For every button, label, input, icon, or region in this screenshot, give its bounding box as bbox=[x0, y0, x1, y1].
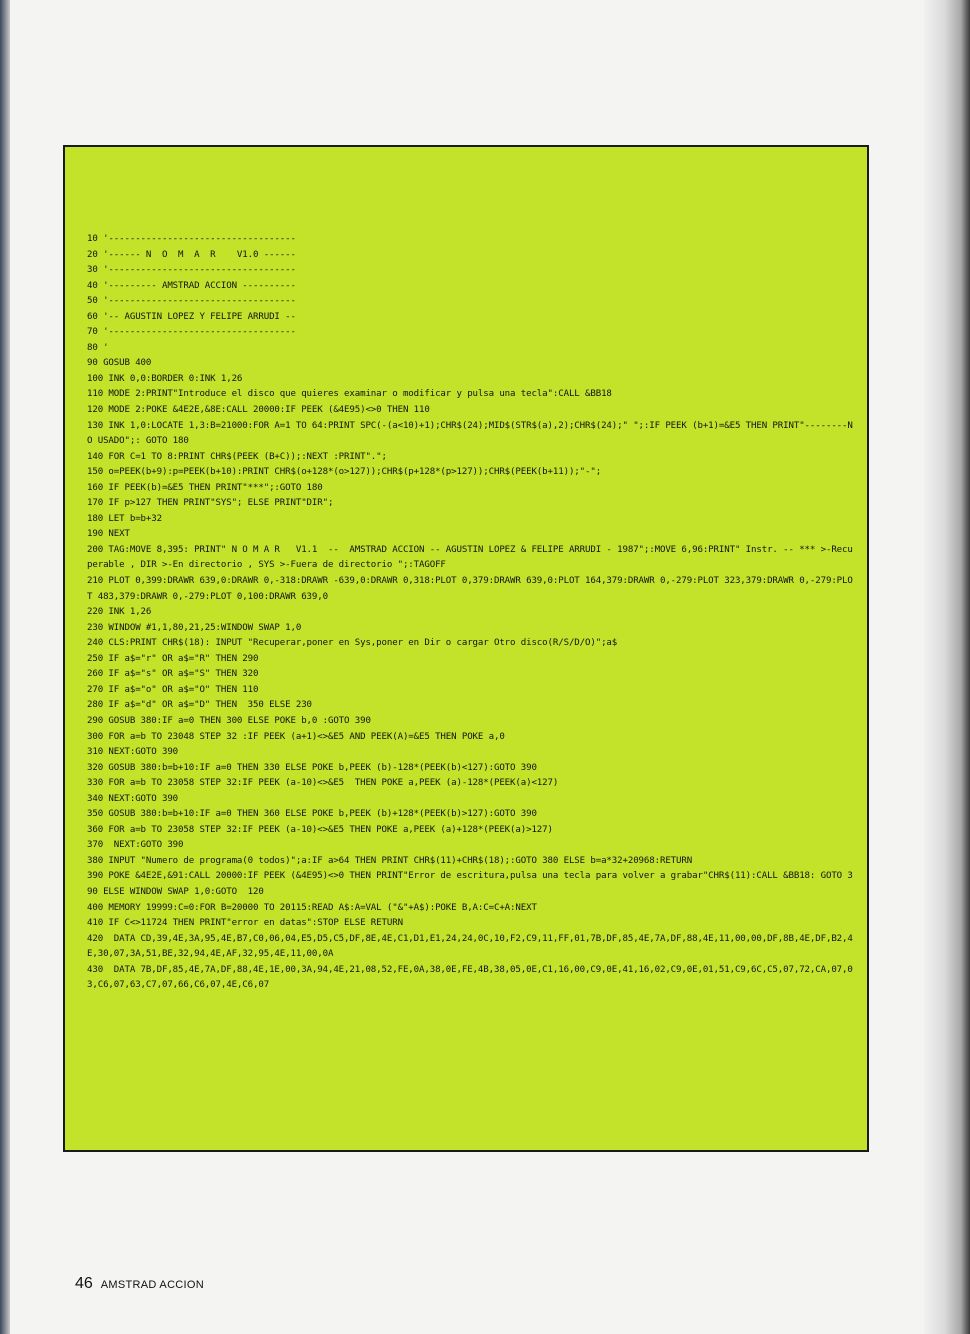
code-line: 390 POKE &4E2E,&91:CALL 20000:IF PEEK (&4E95)<>0 THEN PRINT"Error de escritura,pulsa una tecla para volver a grabar"CHR$(11):CALL &BB18: GOTO 390 ELSE WINDOW SWAP 1,0:GOTO 120 bbox=[87, 871, 853, 897]
page-footer bbox=[75, 1275, 204, 1297]
basic-program-listing bbox=[87, 232, 857, 994]
code-line: 150 o=PEEK(b+9):p=PEEK(b+10):PRINT CHR$(o+128*(o>127));CHR$(p+128*(p>127));CHR$(PEEK(b+11));"-"; bbox=[87, 467, 602, 478]
code-line: 160 IF PEEK(b)=&E5 THEN PRINT"***";:GOTO 180 bbox=[87, 482, 323, 493]
code-line: 220 INK 1,26 bbox=[87, 607, 152, 618]
code-line: 10 '----------------------------------- bbox=[87, 234, 296, 244]
code-line: 180 LET b=b+32 bbox=[87, 513, 162, 524]
code-line: 360 FOR a=b TO 23058 STEP 32:IF PEEK (a-10)<>&E5 THEN POKE a,PEEK (a)+128*(PEEK(a)>127) bbox=[87, 824, 553, 835]
code-line: 310 NEXT:GOTO 390 bbox=[87, 747, 179, 758]
code-line: 410 IF C<>11724 THEN PRINT"error en datas":STOP ELSE RETURN bbox=[87, 918, 403, 929]
code-line: 120 MODE 2:POKE &4E2E,&8E:CALL 20000:IF PEEK (&4E95)<>0 THEN 110 bbox=[87, 405, 430, 416]
code-line: 90 GOSUB 400 bbox=[87, 358, 152, 369]
code-line: 50 '----------------------------------- bbox=[87, 296, 296, 307]
code-line: 200 TAG:MOVE 8,395: PRINT" N O M A R V1.1 -- AMSTRAD ACCION -- AGUSTIN LOPEZ & FELIPE ARRUDI - 1987";:MOVE 6,96:PRINT" Instr. -- *** >-Recuperable , DIR >-En directorio , SYS >-Fuera de directorio ";:TAGOFF bbox=[87, 544, 853, 571]
code-line: 60 '-- AGUSTIN LOPEZ Y FELIPE ARRUDI -- bbox=[87, 311, 296, 322]
code-line: 100 INK 0,0:BORDER 0:INK 1,26 bbox=[87, 373, 243, 384]
code-line: 70 '----------------------------------- bbox=[87, 327, 296, 338]
code-line: 20 '------ N O M A R V1.0 ------ bbox=[87, 249, 296, 260]
code-line: 230 WINDOW #1,1,80,21,25:WINDOW SWAP 1,0 bbox=[87, 622, 302, 633]
code-line: 400 MEMORY 19999:C=0:FOR B=20000 TO 20115:READ A$:A=VAL ("&"+A$):POKE B,A:C=C+A:NEXT bbox=[87, 902, 537, 913]
code-line: 380 INPUT "Numero de programa(0 todos)";a:IF a>64 THEN PRINT CHR$(11)+CHR$(18);:GOTO 380 ELSE b=a*32+20968:RETURN bbox=[87, 855, 693, 866]
program-listing-box bbox=[63, 145, 869, 1152]
code-line: 210 PLOT 0,399:DRAWR 639,0:DRAWR 0,-318:DRAWR -639,0:DRAWR 0,318:PLOT 0,379:DRAWR 639,0:PLOT 164,379:DRAWR 0,-279:PLOT 323,379:DRAWR 0,-279:PLOT 483,379:DRAWR 0,-279:PLOT 0,100:DRAWR 639,0 bbox=[87, 576, 853, 602]
code-line: 80 ' bbox=[87, 342, 109, 353]
code-line: 330 FOR a=b TO 23058 STEP 32:IF PEEK (a-10)<>&E5 THEN POKE a,PEEK (a)-128*(PEEK(a)<127) bbox=[87, 778, 559, 789]
code-line: 140 FOR C=1 TO 8:PRINT CHR$(PEEK (B+C));:NEXT :PRINT"."; bbox=[87, 451, 387, 462]
code-line: 30 '----------------------------------- bbox=[87, 265, 296, 276]
code-line: 190 NEXT bbox=[87, 529, 130, 540]
code-line: 130 INK 1,0:LOCATE 1,3:B=21000:FOR A=1 TO 64:PRINT SPC(-(a<10)+1);CHR$(24);MID$(STR$(a),2);CHR$(24);" ";:IF PEEK (b+1)=&E5 THEN PRINT"--------NO USADO";: GOTO 180 bbox=[87, 420, 853, 447]
code-line: 40 '--------- AMSTRAD ACCION ---------- bbox=[87, 280, 296, 291]
code-line: 240 CLS:PRINT CHR$(18): INPUT "Recuperar,poner en Sys,poner en Dir o cargar Otro disco(R/S/D/O)";a$ bbox=[87, 638, 618, 649]
code-line: 270 IF a$="o" OR a$="O" THEN 110 bbox=[87, 684, 259, 695]
code-line: 280 IF a$="d" OR a$="D" THEN 350 ELSE 230 bbox=[87, 700, 312, 711]
code-line: 350 GOSUB 380:b=b+10:IF a=0 THEN 360 ELSE POKE b,PEEK (b)+128*(PEEK(b)>127):GOTO 390 bbox=[87, 809, 537, 820]
code-line: 170 IF p>127 THEN PRINT"SYS"; ELSE PRINT"DIR"; bbox=[87, 498, 334, 509]
code-line: 370 NEXT:GOTO 390 bbox=[87, 840, 184, 851]
code-line: 260 IF a$="s" OR a$="S" THEN 320 bbox=[87, 669, 259, 680]
code-line: 250 IF a$="r" OR a$="R" THEN 290 bbox=[87, 653, 259, 664]
code-line: 290 GOSUB 380:IF a=0 THEN 300 ELSE POKE b,0 :GOTO 390 bbox=[87, 715, 371, 726]
code-line: 420 DATA CD,39,4E,3A,95,4E,B7,C0,06,04,E5,D5,C5,DF,8E,4E,C1,D1,E1,24,24,0C,10,F2,C9,11,FF,01,7B,DF,85,4E,7A,DF,88,4E,11,00,00,DF,8B,4E,DF,B2,4E,30,07,3A,51,BE,32,94,4E,AF,32,95,4E,11,00,0A bbox=[87, 933, 853, 960]
code-line: 430 DATA 7B,DF,85,4E,7A,DF,88,4E,1E,00,3A,94,4E,21,08,52,FE,0A,38,0E,FE,4B,38,05,0E,C1,16,00,C9,0E,41,16,02,C9,0E,01,51,C9,6C,C5,07,72,CA,07,03,C6,07,63,C7,07,66,C6,07,4E,C6,07 bbox=[87, 964, 853, 991]
page-binding-shadow bbox=[0, 0, 10, 1334]
code-line: 300 FOR a=b TO 23048 STEP 32 :IF PEEK (a+1)<>&E5 AND PEEK(A)=&E5 THEN POKE a,0 bbox=[87, 731, 505, 742]
code-line: 340 NEXT:GOTO 390 bbox=[87, 793, 179, 804]
next-page-edge bbox=[924, 0, 970, 1334]
code-line: 110 MODE 2:PRINT"Introduce el disco que quieres examinar o modificar y pulsa una tecla":CALL &BB18 bbox=[87, 389, 612, 400]
magazine-name: AMSTRAD ACCION bbox=[100, 1279, 205, 1291]
code-line: 320 GOSUB 380:b=b+10:IF a=0 THEN 330 ELSE POKE b,PEEK (b)-128*(PEEK(b)<127):GOTO 390 bbox=[87, 762, 537, 773]
page-number: 46 bbox=[75, 1275, 93, 1292]
